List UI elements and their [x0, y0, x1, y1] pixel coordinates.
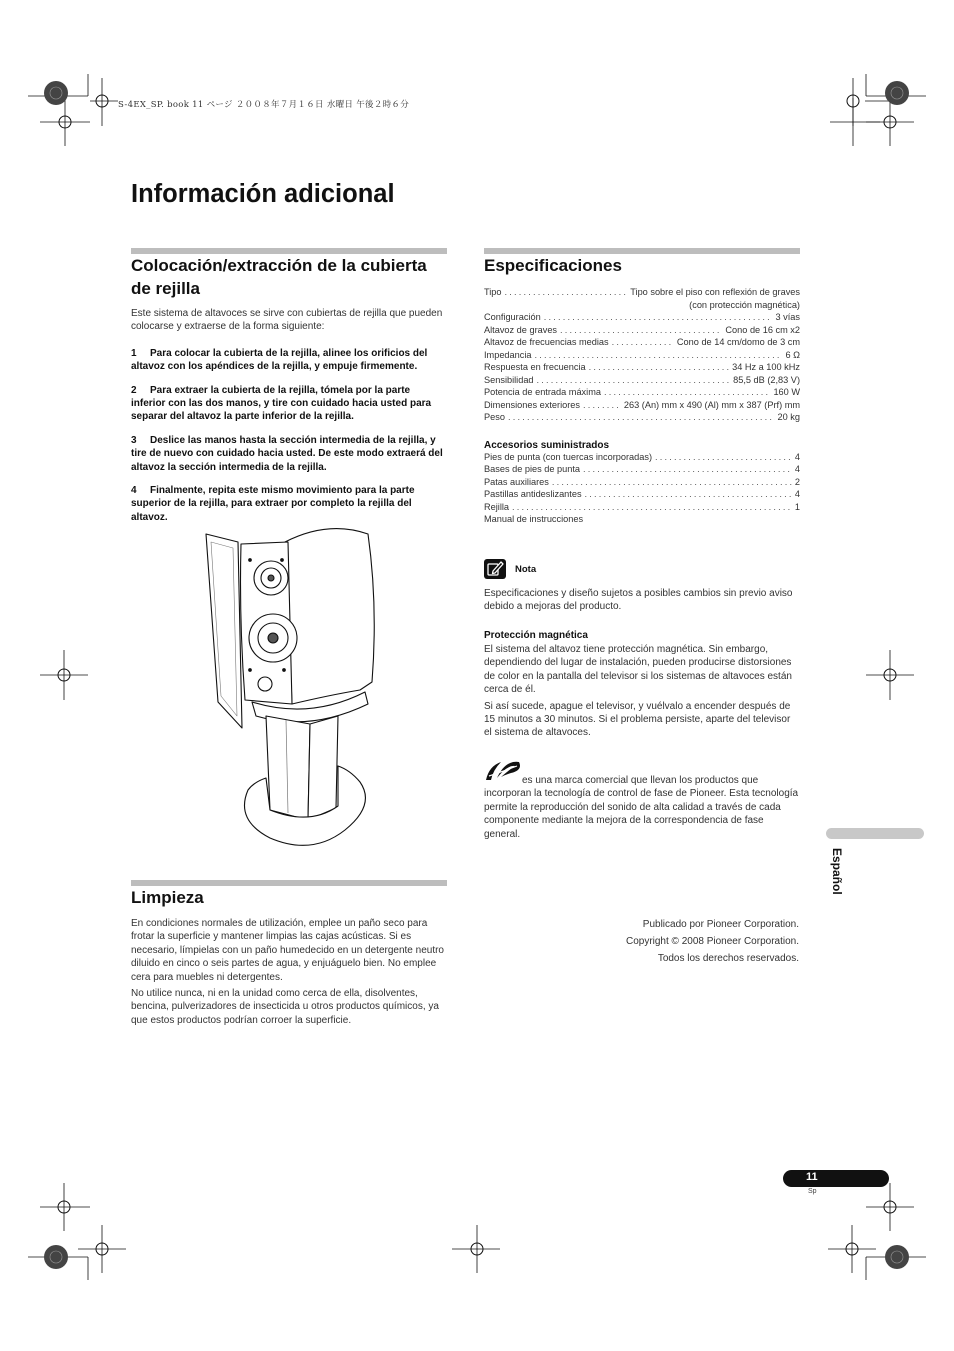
spec-row — [484, 386, 800, 399]
accessory-label: Rejilla — [484, 501, 510, 512]
accessory-row — [484, 501, 800, 514]
language-tab-label: Español — [830, 848, 844, 895]
phase-control-text — [484, 774, 800, 841]
accessory-label: Manual de instrucciones — [484, 514, 584, 524]
step-number: 2 — [131, 384, 137, 396]
spec-row — [484, 361, 800, 374]
rights-line: Todos los derechos reservados. — [657, 953, 799, 964]
cleaning-paragraph-2: No utilice nunca, ni en la unidad como cerca de ella, disolventes, bencina, pulverizadores de insecticida u otros productos químicos, ya que estos productos podrían corroer la superficie. — [131, 988, 439, 1026]
grille-step-1 — [131, 347, 447, 374]
speaker-illustration — [200, 520, 380, 852]
spec-row — [484, 349, 800, 362]
spec-row — [484, 411, 800, 424]
accessory-qty: 4 — [794, 464, 800, 474]
spec-row — [484, 336, 800, 349]
spec-row — [484, 399, 800, 412]
step-text: Finalmente, repita este mismo movimiento para la parte superior de la rejilla, para extraer por completo la rejilla del altavoz. — [131, 485, 415, 523]
spec-row-type — [484, 286, 800, 299]
speaker-side-panel — [285, 529, 374, 704]
spec-type-subnote: (con protección magnética) — [689, 299, 800, 310]
copyright-line: Copyright © 2008 Pioneer Corporation. — [625, 936, 799, 947]
specs-section-title: Especificaciones — [484, 256, 622, 275]
spec-value: 3 vías — [775, 312, 800, 322]
cleaning-paragraph-1: En condiciones normales de utilización, emplee un paño seco para frotar la superficie y mantener limpias las cajas acústicas. Si es necesario, límpielas con un paño humedecido en un detergente neutro diluido en cinco o seis partes de agua, y enjuáguelo bien. No emplee cera para muebles ni detergentes. — [131, 918, 444, 983]
note-label: Nota — [515, 564, 537, 575]
accessory-label: Pies de punta (con tuercas incorporadas) — [484, 451, 653, 462]
accessories-title: Accesorios suministrados — [484, 439, 610, 451]
print-header-line: S-4EX_SP. book 11 ページ ２００８年７月１６日 水曜日 午後２時６分 — [118, 100, 410, 110]
grille-section-title: Colocación/extracción de la cubierta de rejilla — [131, 256, 427, 298]
accessory-row — [484, 476, 800, 489]
spec-label: Altavoz de graves — [484, 324, 558, 335]
accessory-row — [484, 463, 800, 476]
spec-label: Altavoz de frecuencias medias — [484, 337, 609, 347]
grille-step-4 — [131, 484, 447, 524]
spec-value: 6 Ω — [785, 349, 800, 360]
page-language-code: Sp — [808, 1188, 817, 1195]
spec-value: 160 W — [773, 387, 800, 397]
note-text: Especificaciones y diseño sujetos a posibles cambios sin previo aviso debido a mejoras del producto. — [484, 588, 793, 613]
grille-step-2 — [131, 384, 447, 424]
spec-label: Tipo — [484, 287, 502, 297]
step-number: 3 — [131, 434, 137, 446]
accessory-qty: 1 — [794, 501, 800, 512]
spec-value: Cono de 16 cm x2 — [725, 324, 800, 335]
step-number: 1 — [131, 347, 137, 359]
phase-text-rest: incorporan la tecnología de control de fase de Pioneer. Esta tecnología permite la reproducción del sonido de alta calidad a través de cada componente mediante la mejora de la correspondencia de fase general. — [484, 788, 799, 840]
spec-value: 85,5 dB (2,83 V) — [733, 374, 800, 385]
spec-value: 34 Hz a 100 kHz — [732, 362, 800, 372]
grille-step-3 — [131, 434, 447, 474]
bass-port — [258, 677, 272, 691]
spec-row — [484, 311, 800, 324]
grille-content — [131, 307, 447, 524]
spec-row — [484, 374, 800, 387]
page-title: Información adicional — [131, 180, 395, 208]
page-number-pill — [783, 1170, 889, 1187]
accessory-label: Pastillas antideslizantes — [484, 489, 582, 499]
magnetic-content — [484, 643, 800, 740]
spec-value: Cono de 14 cm/domo de 3 cm — [676, 337, 800, 347]
spec-row — [484, 324, 800, 337]
note-icon — [484, 559, 506, 579]
step-text: Deslice las manos hasta la sección intermedia de la rejilla, y tire de nuevo con cuidado hacia usted. De este modo extraerá del altavoz la sección intermedia de la rejilla. — [131, 434, 443, 473]
cleaning-section-title: Limpieza — [131, 888, 204, 907]
spec-value: 20 kg — [777, 412, 800, 422]
spec-label: Sensibilidad — [484, 374, 534, 385]
accessory-label: Patas auxiliares — [484, 476, 549, 487]
spec-value: 263 (An) mm x 490 (Al) mm x 387 (Prf) mm — [623, 399, 800, 410]
spec-label: Respuesta en frecuencia — [484, 362, 586, 372]
spec-label: Peso — [484, 412, 505, 422]
magnetic-paragraph-1: El sistema del altavoz tiene protección magnética. Sin embargo, dependiendo del lugar de instalación, pueden producirse distorsiones de color en la pantalla del televisor si los sistemas de altavoces están cerca de él. — [484, 644, 792, 696]
grille-intro: Este sistema de altavoces se sirve con cubiertas de rejilla que pueden colocarse y extraerse de la forma siguiente: — [131, 308, 443, 333]
accessory-qty: 4 — [794, 489, 800, 499]
page-number: 11 — [806, 1171, 818, 1183]
spec-label: Dimensiones exteriores — [484, 399, 580, 410]
spec-label: Impedancia — [484, 349, 532, 360]
cleaning-content — [131, 917, 447, 1027]
step-text: Para colocar la cubierta de la rejilla, alinee los orificios del altavoz con los apéndices de la rejilla, y empuje firmemente. — [131, 347, 428, 373]
step-text: Para extraer la cubierta de la rejilla, tómela por la parte inferior con las dos manos, y tire con cuidado hacia usted para separar del altavoz la parte inferior de la rejilla. — [131, 384, 432, 423]
accessory-label: Bases de pies de punta — [484, 464, 581, 474]
specs-table — [484, 286, 800, 526]
accessory-row — [484, 451, 800, 464]
phase-text-first: es una marca comercial que llevan los productos que — [522, 775, 759, 786]
publisher-line: Publicado por Pioneer Corporation. — [642, 919, 799, 930]
language-tab — [826, 828, 924, 839]
spec-value: Tipo sobre el piso con reflexión de graves — [630, 287, 800, 297]
spec-label: Configuración — [484, 312, 541, 322]
magnetic-title: Protección magnética — [484, 630, 588, 641]
spec-label: Potencia de entrada máxima — [484, 387, 601, 397]
step-number: 4 — [131, 485, 137, 497]
magnetic-paragraph-2: Si así sucede, apague el televisor, y vuélvalo a encender después de 15 minutos a 30 minutos. Si el problema persiste, aparte del televisor el sistema de altavoces. — [484, 700, 791, 739]
accessory-qty: 2 — [794, 476, 800, 487]
accessory-manual — [484, 513, 800, 526]
accessory-row — [484, 488, 800, 501]
accessory-qty: 4 — [794, 451, 800, 462]
